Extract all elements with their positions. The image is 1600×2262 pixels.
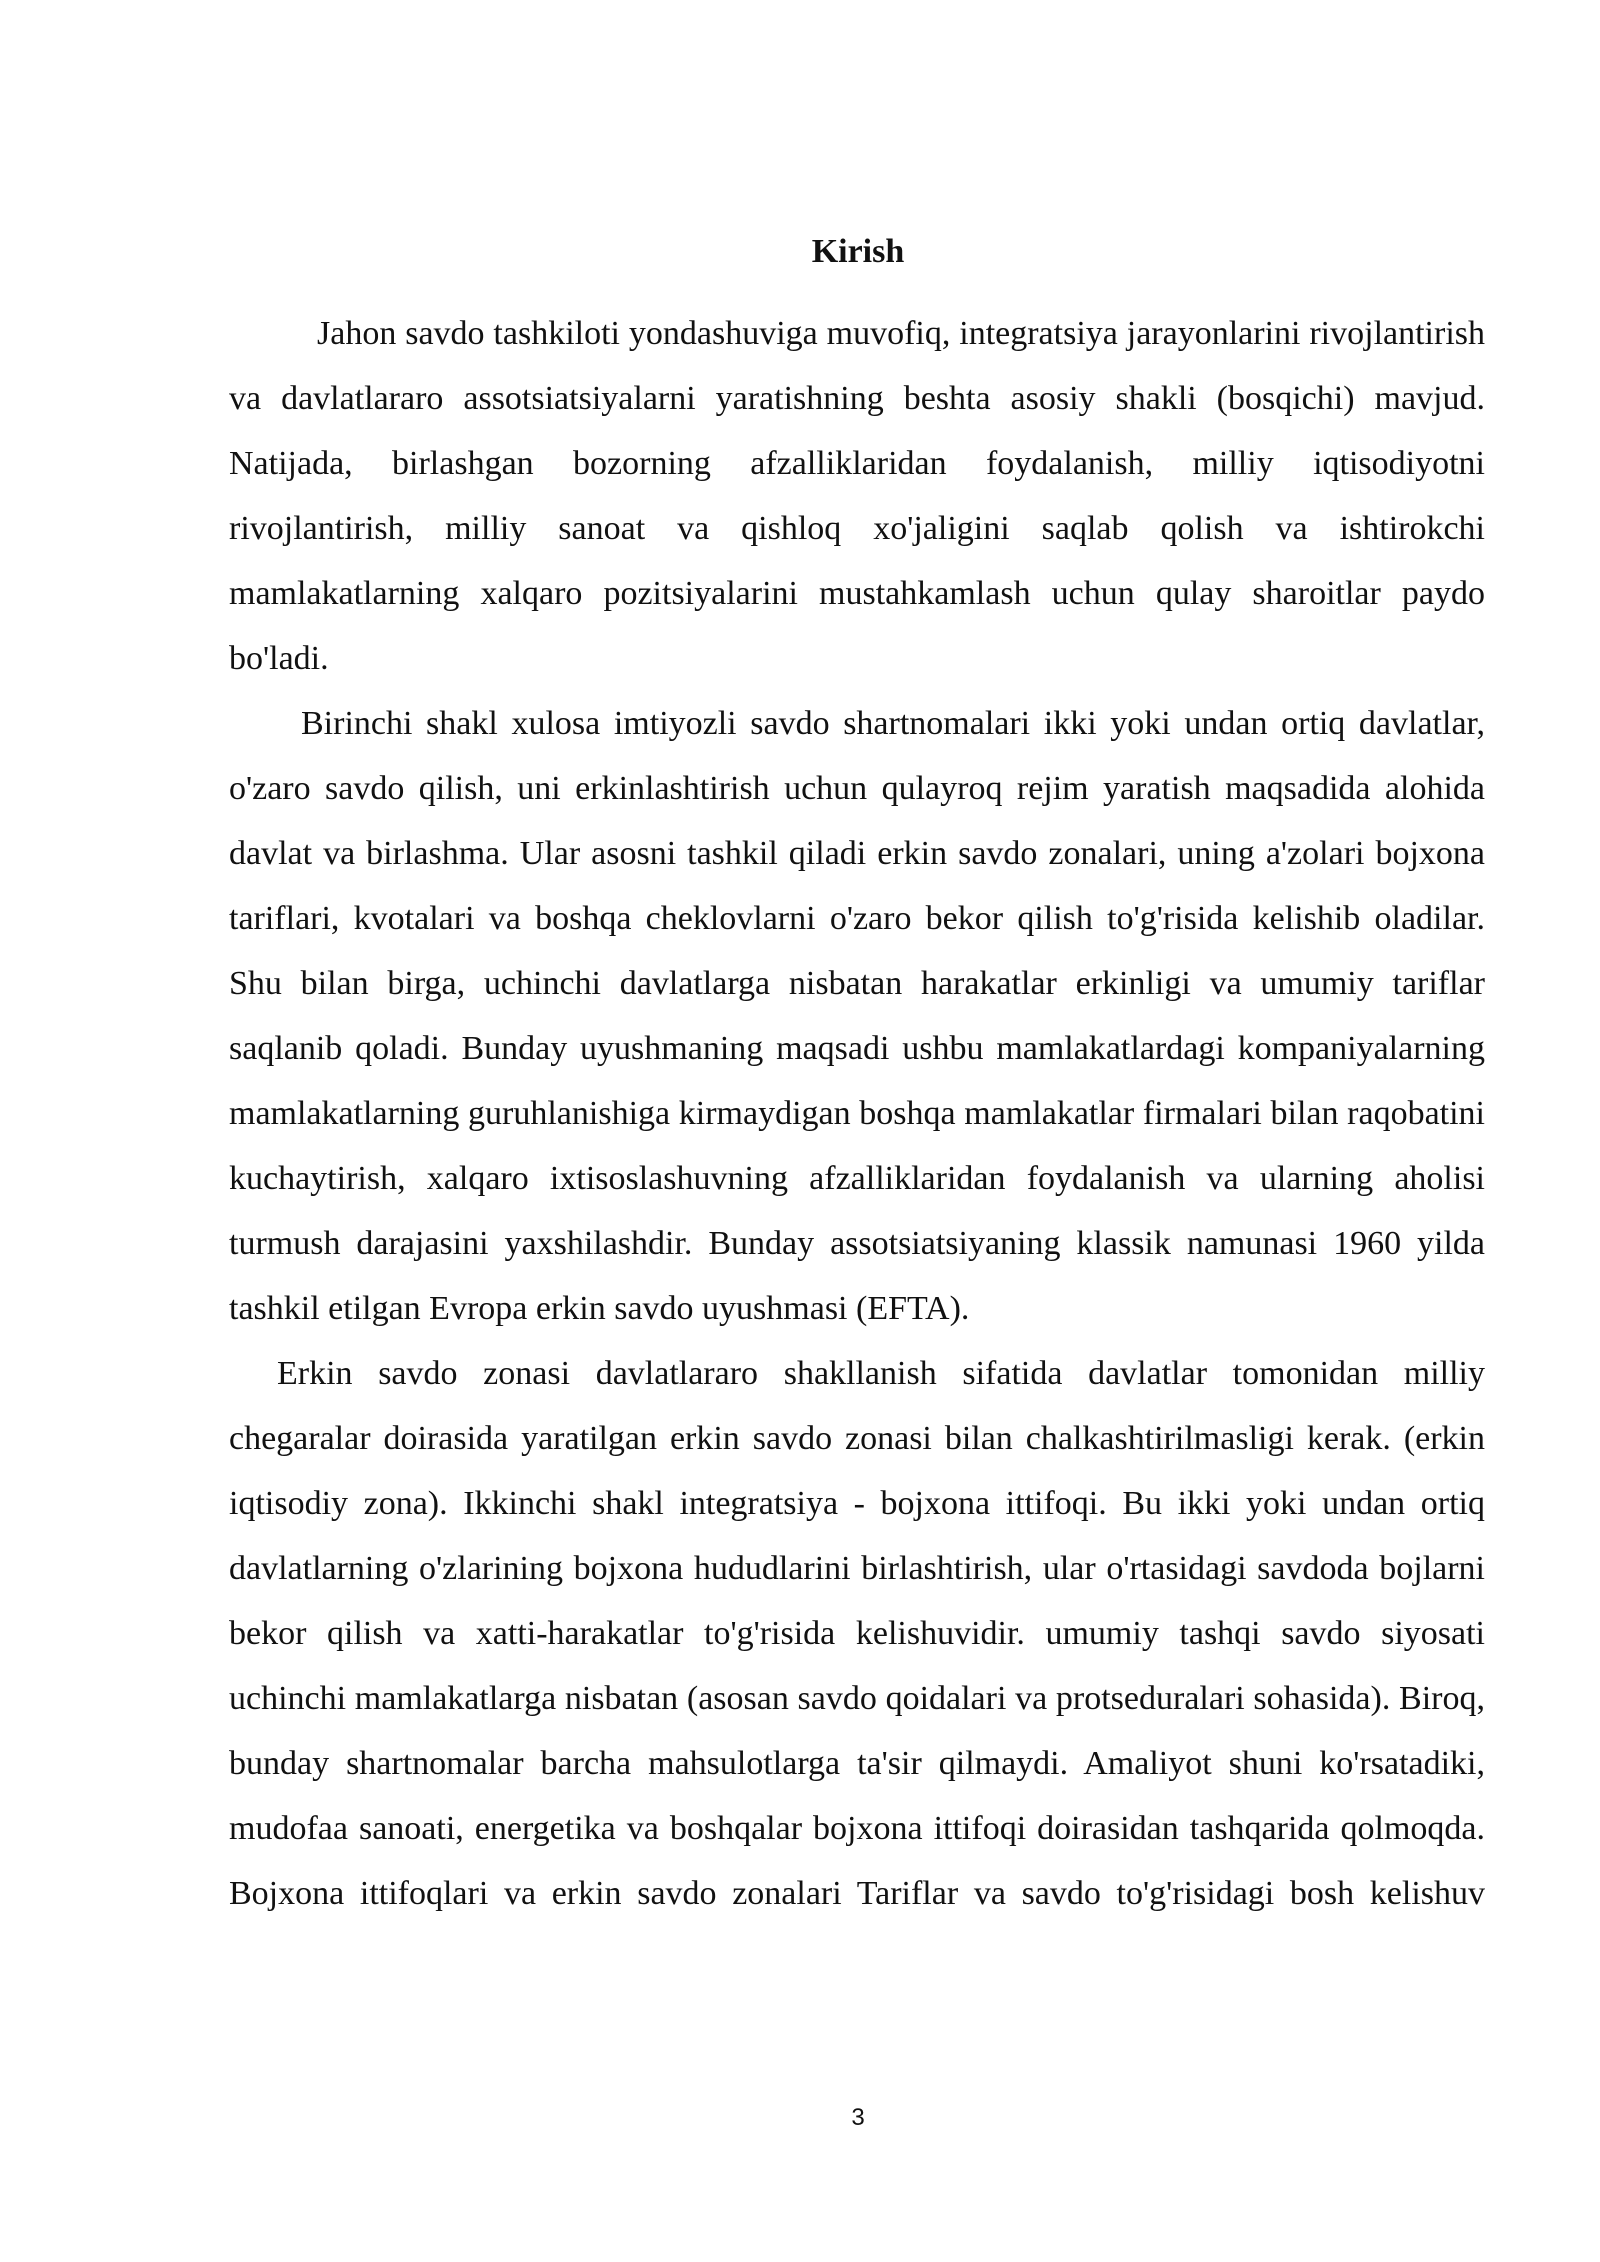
document-body — [229, 301, 1485, 1926]
paragraph-customs-union: Erkin savdo zonasi davlatlararo shakllanish sifatida davlatlar tomonidan milliy chegaralar doirasida yaratilgan erkin savdo zonasi bilan chalkashtirilmasligi kerak. (erkin iqtisodiy zona). Ikkinchi shakl integratsiya - bojxona ittifoqi. Bu ikki yoki undan ortiq davlatlarning o'zlarining bojxona hududlarini birlashtirish, ular o'rtasidagi savdoda bojlarni bekor qilish va xatti-harakatlar to'g'risida kelishuvidir. umumiy tashqi savdo siyosati uchinchi mamlakatlarga nisbatan (asosan savdo qoidalari va protseduralari sohasida). Biroq, bunday shartnomalar barcha mahsulotlarga ta'sir qilmaydi. Amaliyot shuni ko'rsatadiki, mudofaa sanoati, energetika va boshqalar bojxona ittifoqi doirasidan tashqarida qolmoqda. Bojxona ittifoqlari va erkin savdo zonalari Tariflar va savdo to'g'risidagi bosh kelishuv — [229, 1355, 1485, 1912]
paragraph-first-form: Birinchi shakl xulosa imtiyozli savdo shartnomalari ikki yoki undan ortiq davlatlar, o'zaro savdo qilish, uni erkinlashtirish uchun qulayroq rejim yaratish maqsadida alohida davlat va birlashma. Ular asosni tashkil qiladi erkin savdo zonalari, uning a'zolari bojxona tariflari, kvotalari va boshqa cheklovlarni o'zaro bekor qilish to'g'risida kelishib oladilar. Shu bilan birga, uchinchi davlatlarga nisbatan harakatlar erkinligi va umumiy tariflar saqlanib qoladi. Bunday uyushmaning maqsadi ushbu mamlakatlardagi kompaniyalarning mamlakatlarning guruhlanishiga kirmaydigan boshqa mamlakatlar firmalari bilan raqobatini kuchaytirish, xalqaro ixtisoslashuvning afzalliklaridan foydalanish va ularning aholisi turmush darajasini yaxshilashdir. Bunday assotsiatsiyaning klassik namunasi 1960 yilda tashkil etilgan Evropa erkin savdo uyushmasi (EFTA). — [229, 705, 1485, 1327]
page-number: 3 — [851, 2104, 865, 2131]
paragraph-intro: Jahon savdo tashkiloti yondashuviga muvofiq, integratsiya jarayonlarini rivojlantirish va davlatlararo assotsiatsiyalarni yaratishning beshta asosiy shakli (bosqichi) mavjud. Natijada, birlashgan bozorning afzalliklaridan foydalanish, milliy iqtisodiyotni rivojlantirish, milliy sanoat va qishloq xo'jaligini saqlab qolish va ishtirokchi mamlakatlarning xalqaro pozitsiyalarini mustahkamlash uchun qulay sharoitlar paydo bo'ladi. — [229, 315, 1485, 677]
page-title: Kirish — [811, 233, 905, 270]
